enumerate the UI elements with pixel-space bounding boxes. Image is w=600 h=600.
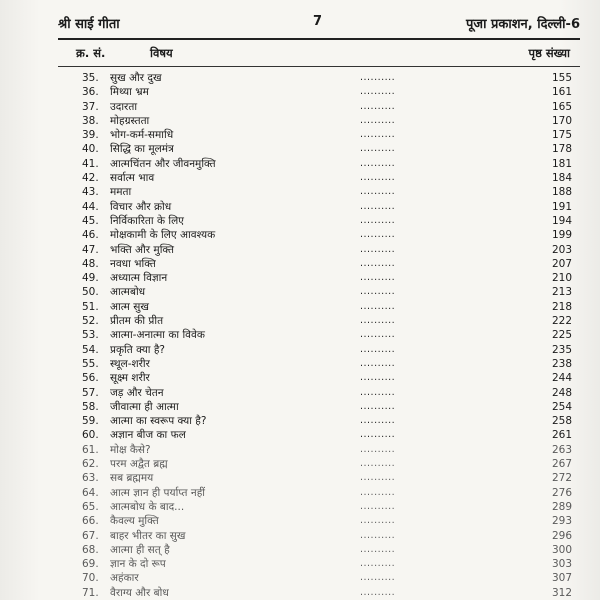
row-number: 40. bbox=[82, 143, 99, 156]
row-page: 194 bbox=[551, 214, 572, 227]
dot-leader: .......... bbox=[360, 186, 396, 198]
dot-leader: .......... bbox=[360, 500, 396, 512]
book-title: श्री साई गीता bbox=[58, 17, 120, 32]
row-number: 69. bbox=[82, 558, 99, 571]
row-number: 71. bbox=[82, 586, 99, 599]
dot-leader: .......... bbox=[360, 315, 396, 327]
dot-leader: .......... bbox=[360, 300, 396, 312]
table-header bbox=[58, 40, 580, 66]
row-number: 38. bbox=[82, 114, 99, 127]
table-row bbox=[58, 300, 580, 314]
row-number: 35. bbox=[82, 72, 99, 84]
row-number: 37. bbox=[82, 100, 99, 113]
page-number: 7 bbox=[313, 14, 323, 29]
row-subject: कैवल्य मुक्ति bbox=[110, 515, 159, 528]
table-row bbox=[58, 114, 580, 128]
row-page: 267 bbox=[551, 458, 572, 471]
row-number: 52. bbox=[82, 315, 99, 328]
row-page: 207 bbox=[551, 257, 572, 270]
row-page: 303 bbox=[551, 558, 572, 571]
row-page: 222 bbox=[551, 315, 572, 328]
row-subject: भक्ति और मुक्ति bbox=[110, 243, 175, 256]
table-row bbox=[58, 314, 580, 328]
dot-leader: .......... bbox=[360, 386, 396, 398]
row-number: 47. bbox=[82, 243, 99, 256]
row-number: 39. bbox=[82, 129, 99, 142]
column-subject-header: विषय bbox=[150, 46, 173, 60]
dot-leader: .......... bbox=[360, 100, 396, 112]
dot-leader: .......... bbox=[360, 243, 396, 255]
dot-leader: .......... bbox=[360, 172, 396, 184]
dot-leader: .......... bbox=[360, 529, 396, 541]
table-row bbox=[58, 343, 580, 357]
row-page: 289 bbox=[551, 500, 572, 513]
row-subject: ज्ञान के दो रूप bbox=[110, 558, 166, 571]
row-number: 41. bbox=[82, 157, 99, 170]
row-number: 54. bbox=[82, 343, 99, 356]
row-number: 51. bbox=[82, 300, 99, 313]
row-number: 49. bbox=[82, 272, 99, 285]
row-page: 235 bbox=[551, 343, 572, 356]
row-subject: मोक्ष कैसे? bbox=[110, 443, 151, 456]
row-subject: आत्मबोध के बाद... bbox=[110, 500, 185, 513]
row-page: 170 bbox=[551, 114, 572, 127]
row-page: 199 bbox=[551, 229, 572, 242]
table-row bbox=[58, 486, 580, 500]
table-row bbox=[58, 214, 580, 228]
dot-leader: .......... bbox=[360, 86, 396, 98]
row-number: 62. bbox=[82, 458, 99, 471]
row-page: 213 bbox=[551, 286, 572, 299]
row-page: 203 bbox=[551, 243, 572, 256]
dot-leader: .......... bbox=[360, 257, 396, 269]
row-page: 244 bbox=[551, 372, 572, 385]
row-page: 263 bbox=[551, 443, 572, 456]
row-page: 178 bbox=[551, 143, 572, 156]
row-page: 188 bbox=[551, 186, 572, 199]
row-number: 64. bbox=[82, 486, 99, 499]
row-subject: वैराग्य और बोध bbox=[110, 586, 169, 599]
row-subject: ममता bbox=[110, 186, 132, 199]
table-row bbox=[58, 200, 580, 214]
table-row bbox=[58, 357, 580, 371]
row-page: 258 bbox=[551, 415, 572, 428]
table-row bbox=[58, 328, 580, 342]
dot-leader: .......... bbox=[360, 429, 396, 441]
dot-leader: .......... bbox=[360, 114, 396, 126]
row-subject: सर्वात्म भाव bbox=[110, 172, 155, 185]
row-number: 63. bbox=[82, 472, 99, 485]
dot-leader: .......... bbox=[360, 272, 396, 284]
dot-leader: .......... bbox=[360, 543, 396, 555]
row-subject: सूक्ष्म शरीर bbox=[110, 372, 150, 385]
row-page: 238 bbox=[551, 357, 572, 370]
row-page: 155 bbox=[551, 72, 572, 84]
row-page: 312 bbox=[551, 586, 572, 599]
dot-leader: .......... bbox=[360, 143, 396, 155]
row-page: 276 bbox=[551, 486, 572, 499]
row-number: 43. bbox=[82, 186, 99, 199]
table-row bbox=[58, 400, 580, 414]
column-number-header: क्र. सं. bbox=[76, 46, 106, 60]
dot-leader: .......... bbox=[360, 157, 396, 169]
row-page: 210 bbox=[551, 272, 572, 285]
row-subject: आत्मा का स्वरूप क्या है? bbox=[110, 415, 207, 428]
table-row bbox=[58, 514, 580, 528]
dot-leader: .......... bbox=[360, 286, 396, 298]
row-subject: प्रकृति क्या है? bbox=[110, 343, 165, 356]
table-row bbox=[58, 529, 580, 543]
row-subject: अज्ञान बीज का फल bbox=[110, 429, 186, 442]
row-page: 175 bbox=[551, 129, 572, 142]
table-row bbox=[58, 371, 580, 385]
column-page-header: पृष्ठ संख्या bbox=[528, 46, 570, 60]
row-subject: मिथ्या भ्रम bbox=[110, 86, 149, 99]
row-subject: सब ब्रह्ममय bbox=[110, 472, 154, 485]
row-number: 65. bbox=[82, 500, 99, 513]
dot-leader: .......... bbox=[360, 458, 396, 470]
row-page: 191 bbox=[551, 200, 572, 213]
row-page: 161 bbox=[551, 86, 572, 99]
row-page: 272 bbox=[551, 472, 572, 485]
contents-list bbox=[58, 71, 580, 600]
dot-leader: .......... bbox=[360, 558, 396, 570]
dot-leader: .......... bbox=[360, 572, 396, 584]
row-subject: उदारता bbox=[110, 100, 138, 113]
dot-leader: .......... bbox=[360, 214, 396, 226]
row-subject: आत्मा-अनात्मा का विवेक bbox=[110, 329, 205, 342]
table-row bbox=[58, 128, 580, 142]
dot-leader: .......... bbox=[360, 400, 396, 412]
table-row bbox=[58, 71, 580, 85]
table-row bbox=[58, 557, 580, 571]
row-page: 254 bbox=[551, 400, 572, 413]
row-number: 46. bbox=[82, 229, 99, 242]
row-page: 184 bbox=[551, 172, 572, 185]
dot-leader: .......... bbox=[360, 372, 396, 384]
row-page: 296 bbox=[551, 529, 572, 542]
dot-leader: .......... bbox=[360, 486, 396, 498]
row-page: 165 bbox=[551, 100, 572, 113]
row-subject: अध्यात्म विज्ञान bbox=[110, 272, 168, 285]
table-row bbox=[58, 100, 580, 114]
table-row bbox=[58, 171, 580, 185]
row-page: 307 bbox=[551, 572, 572, 585]
row-subject: जड़ और चेतन bbox=[110, 386, 164, 399]
dot-leader: .......... bbox=[360, 472, 396, 484]
table-header-divider bbox=[58, 66, 580, 67]
row-subject: सुख और दुख bbox=[110, 72, 162, 84]
table-row bbox=[58, 142, 580, 156]
row-number: 66. bbox=[82, 515, 99, 528]
row-number: 67. bbox=[82, 529, 99, 542]
dot-leader: .......... bbox=[360, 343, 396, 355]
table-row bbox=[58, 457, 580, 471]
row-page: 181 bbox=[551, 157, 572, 170]
row-subject: आत्म ज्ञान ही पर्याप्त नहीं bbox=[110, 486, 205, 499]
row-subject: बाहर भीतर का सुख bbox=[110, 529, 186, 542]
row-number: 68. bbox=[82, 543, 99, 556]
row-page: 293 bbox=[551, 515, 572, 528]
row-number: 42. bbox=[82, 172, 99, 185]
row-page: 218 bbox=[551, 300, 572, 313]
row-subject: स्थूल-शरीर bbox=[110, 357, 150, 370]
row-number: 60. bbox=[82, 429, 99, 442]
dot-leader: .......... bbox=[360, 329, 396, 341]
row-subject: जीवात्मा ही आत्मा bbox=[110, 400, 179, 413]
table-row bbox=[58, 243, 580, 257]
table-row bbox=[58, 271, 580, 285]
page-header bbox=[58, 14, 580, 36]
dot-leader: .......... bbox=[360, 229, 396, 241]
row-page: 300 bbox=[551, 543, 572, 556]
row-number: 55. bbox=[82, 357, 99, 370]
row-subject: प्रीतम की प्रीत bbox=[110, 315, 164, 328]
table-row bbox=[58, 85, 580, 99]
row-subject: विचार और क्रोध bbox=[110, 200, 172, 213]
row-subject: आत्मचिंतन और जीवनमुक्ति bbox=[110, 157, 216, 170]
row-number: 70. bbox=[82, 572, 99, 585]
row-subject: नवधा भक्ति bbox=[110, 257, 156, 270]
row-number: 45. bbox=[82, 214, 99, 227]
row-number: 48. bbox=[82, 257, 99, 270]
row-page: 248 bbox=[551, 386, 572, 399]
row-subject: आत्मा ही सत् है bbox=[110, 543, 170, 556]
dot-leader: .......... bbox=[360, 586, 396, 598]
row-page: 261 bbox=[551, 429, 572, 442]
dot-leader: .......... bbox=[360, 357, 396, 369]
table-row bbox=[58, 571, 580, 585]
row-subject: मोहग्रस्तता bbox=[110, 114, 150, 127]
table-row bbox=[58, 500, 580, 514]
table-row bbox=[58, 386, 580, 400]
row-subject: परम अद्वैत ब्रह्म bbox=[110, 458, 168, 471]
row-number: 58. bbox=[82, 400, 99, 413]
dot-leader: .......... bbox=[360, 415, 396, 427]
table-row bbox=[58, 185, 580, 199]
table-row bbox=[58, 443, 580, 457]
row-number: 50. bbox=[82, 286, 99, 299]
row-number: 59. bbox=[82, 415, 99, 428]
row-subject: सिद्धि का मूलमंत्र bbox=[110, 143, 174, 156]
row-number: 57. bbox=[82, 386, 99, 399]
dot-leader: .......... bbox=[360, 443, 396, 455]
table-row bbox=[58, 428, 580, 442]
table-row bbox=[58, 543, 580, 557]
row-subject: अहंकार bbox=[110, 572, 139, 585]
row-subject: भोग-कर्म-समाधि bbox=[110, 129, 174, 142]
table-row bbox=[58, 285, 580, 299]
table-row bbox=[58, 157, 580, 171]
dot-leader: .......... bbox=[360, 129, 396, 141]
table-row bbox=[58, 228, 580, 242]
row-number: 56. bbox=[82, 372, 99, 385]
publisher-name: पूजा प्रकाशन, दिल्ली-6 bbox=[466, 17, 580, 32]
row-subject: आत्म सुख bbox=[110, 300, 149, 313]
dot-leader: .......... bbox=[360, 72, 396, 83]
dot-leader: .......... bbox=[360, 515, 396, 527]
row-subject: मोक्षकामी के लिए आवश्यक bbox=[110, 229, 216, 242]
row-number: 44. bbox=[82, 200, 99, 213]
row-subject: निर्विकारिता के लिए bbox=[110, 214, 184, 227]
table-row bbox=[58, 414, 580, 428]
table-row bbox=[58, 471, 580, 485]
row-subject: आत्मबोध bbox=[110, 286, 146, 299]
table-row bbox=[58, 257, 580, 271]
dot-leader: .......... bbox=[360, 200, 396, 212]
table-row bbox=[58, 586, 580, 600]
row-number: 53. bbox=[82, 329, 99, 342]
row-number: 36. bbox=[82, 86, 99, 99]
row-number: 61. bbox=[82, 443, 99, 456]
row-page: 225 bbox=[551, 329, 572, 342]
